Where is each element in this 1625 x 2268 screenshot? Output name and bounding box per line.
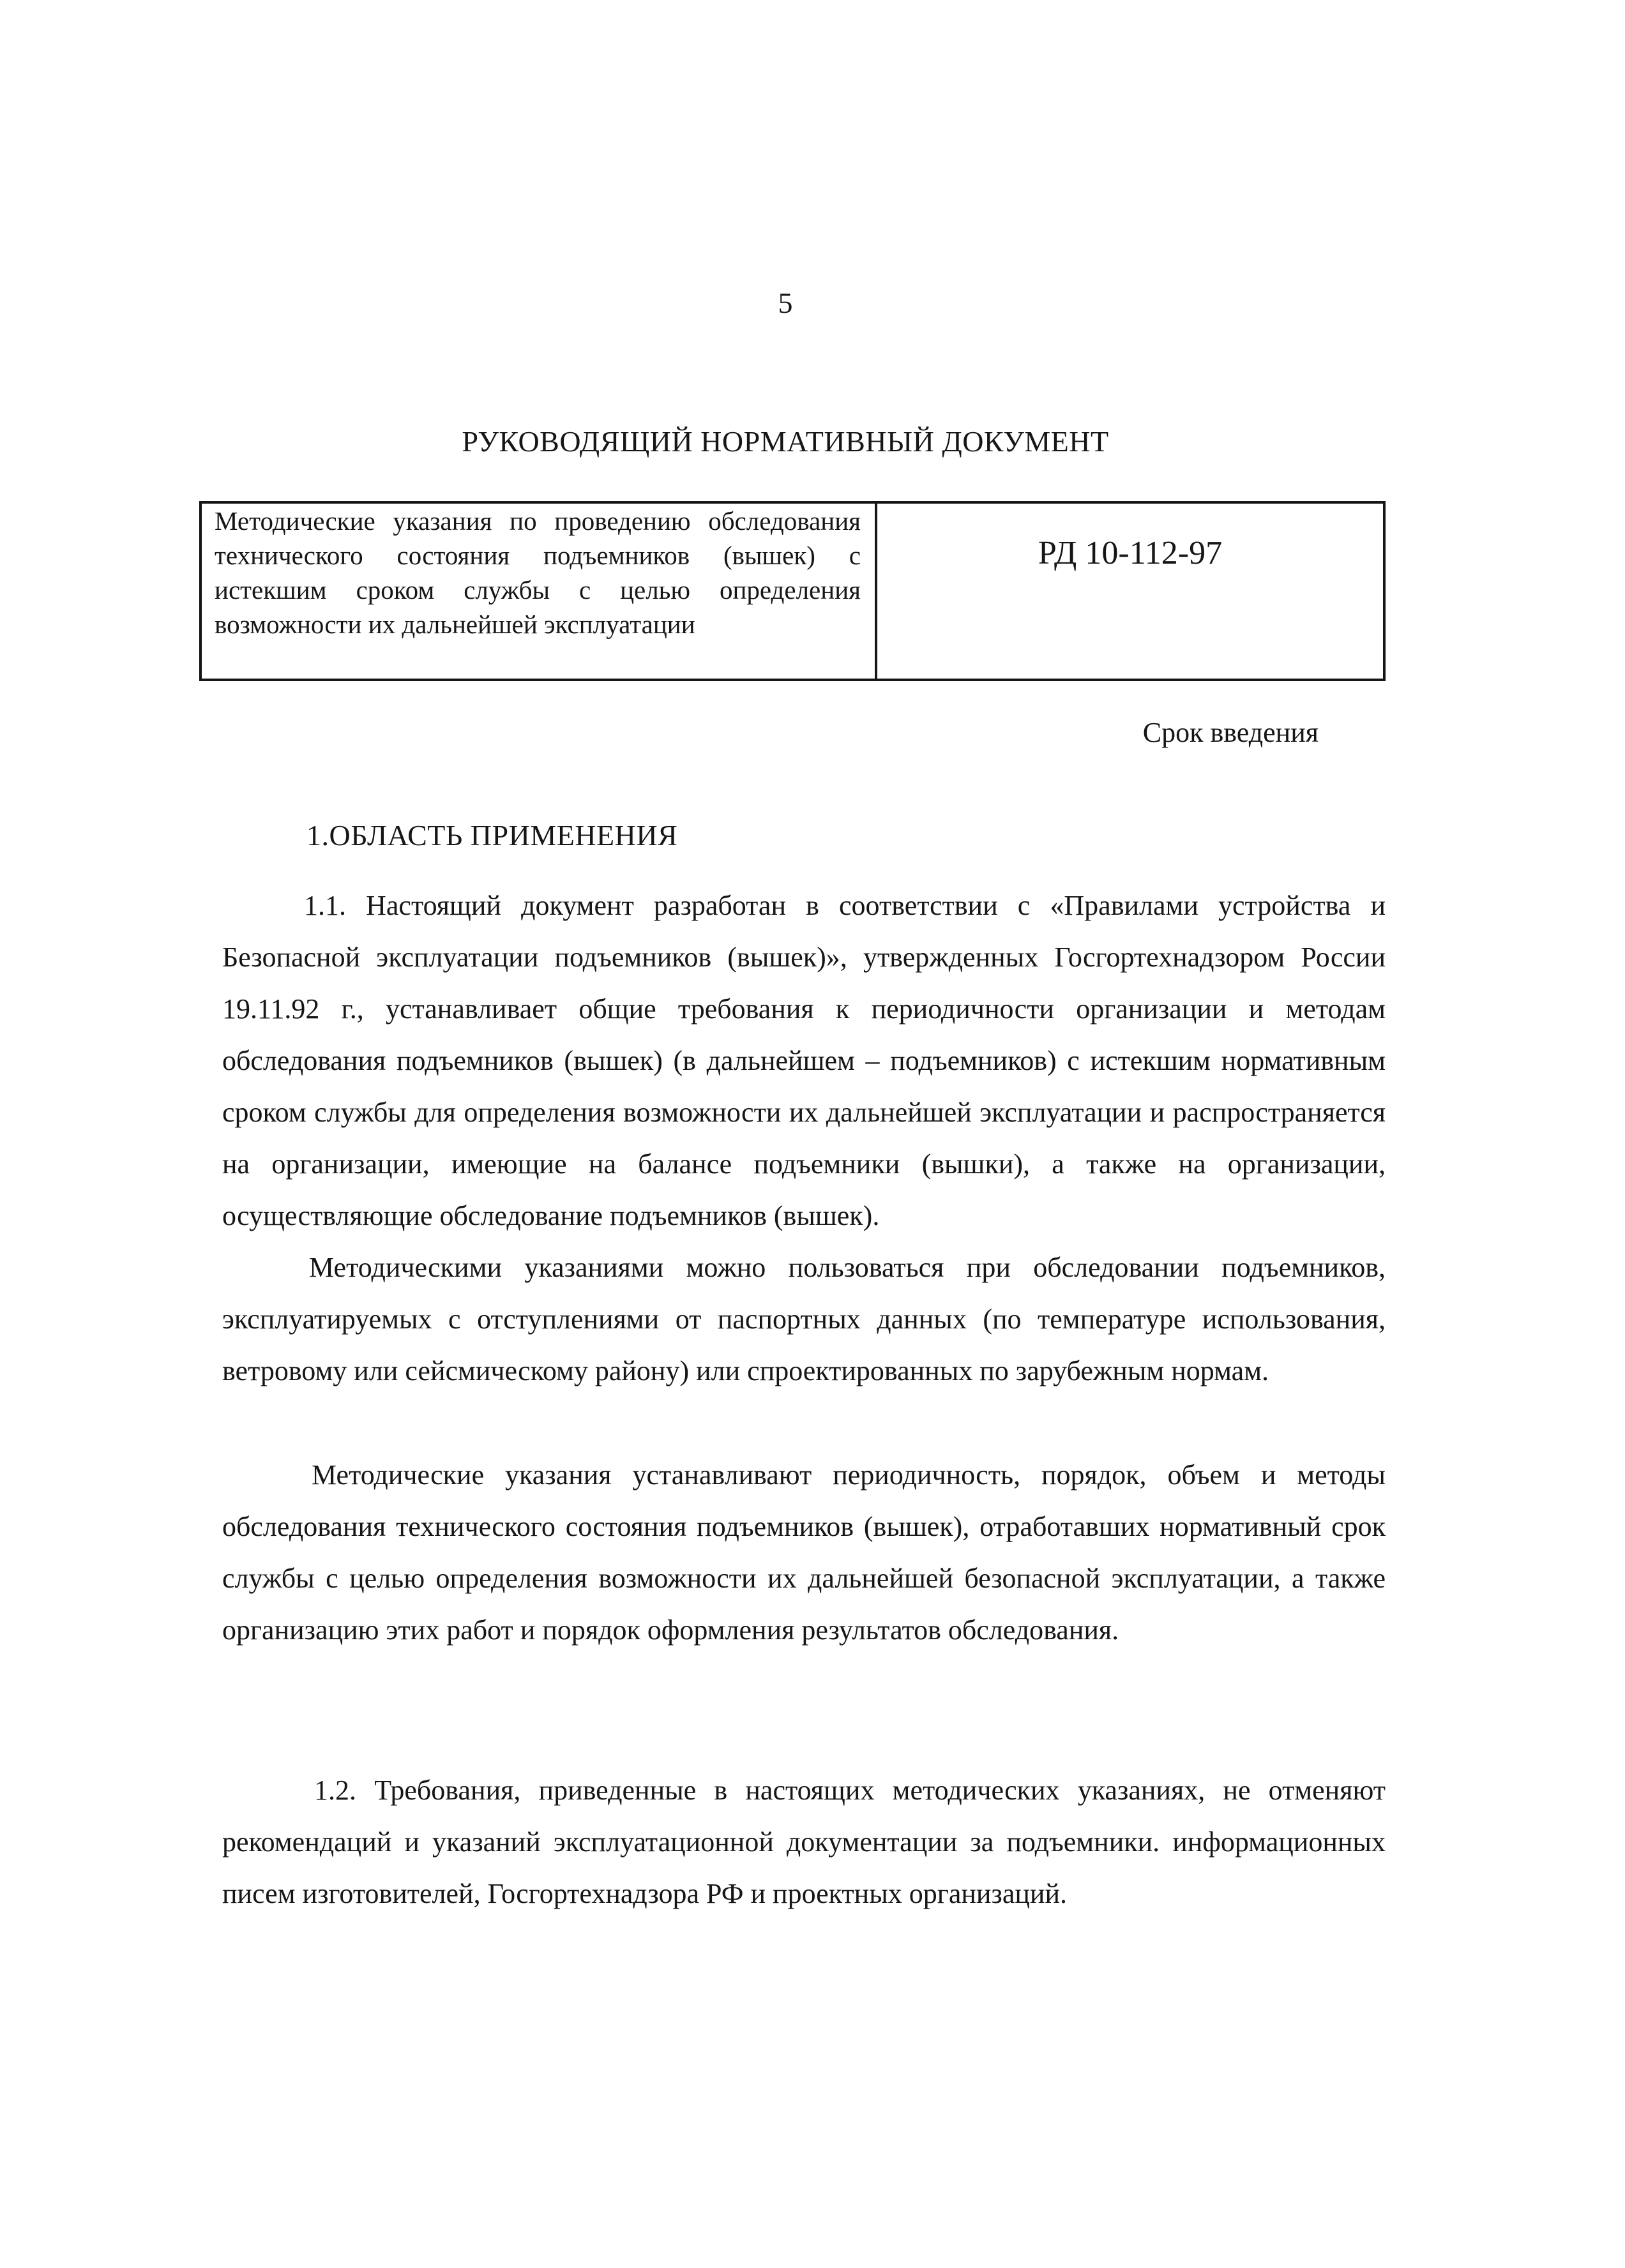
paragraph-scope: Методические указания устанавливают периодичность, порядок, объем и методы обследования технического состояния подъемников (вышек), отработавших нормативный срок службы с целью определения возможности их дальнейшей безопасной эксплуатации, а также организацию этих работ и порядок оформления результатов обследования. [222, 1459, 1386, 1646]
document-type-heading: РУКОВОДЯЩИЙ НОРМАТИВНЫЙ ДОКУМЕНТ [462, 425, 1109, 458]
document-code: РД 10-112-97 [1038, 535, 1223, 571]
document-header-table [199, 501, 1386, 681]
paragraph-1-1: 1.1. Настоящий документ разработан в соответствии с «Правилами устройства и Безопасной эксплуатации подъемников (вышек)», утвержденных Госгортехнадзором России 19.11.92 г., устанавливает общие требования к периодичности организации и методам обследования подъемников (вышек) (в дальнейшем – подъемников) с истекшим нормативным сроком службы для определения возможности их дальнейшей эксплуатации и распространяется на организации, имеющие на балансе подъемники (вышки), а также на организации, осуществляющие обследование подъемников (вышек). [222, 890, 1386, 1231]
paragraph-usage: Методическими указаниями можно пользоваться при обследовании подъемников, эксплуатируемых с отступлениями от паспортных данных (по температуре использования, ветровому или сейсмическому району) или спроектированных по зарубежным нормам. [222, 1252, 1386, 1386]
paragraph-1-2: 1.2. Требования, приведенные в настоящих методических указаниях, не отменяют рекомендаций и указаний эксплуатационной документации за подъемники. информационных писем изготовителей, Госгортехнадзора РФ и проектных организаций. [222, 1775, 1386, 1909]
page-number: 5 [778, 287, 793, 319]
document-title: Методические указания по проведению обследования технического состояния подъемников (вышек) с истекшим сроком службы с целью определения возможности их дальнейшей эксплуатации [202, 504, 877, 679]
section-heading: 1.ОБЛАСТЬ ПРИМЕНЕНИЯ [306, 819, 678, 852]
intro-date-label: Срок введения [1142, 717, 1319, 748]
